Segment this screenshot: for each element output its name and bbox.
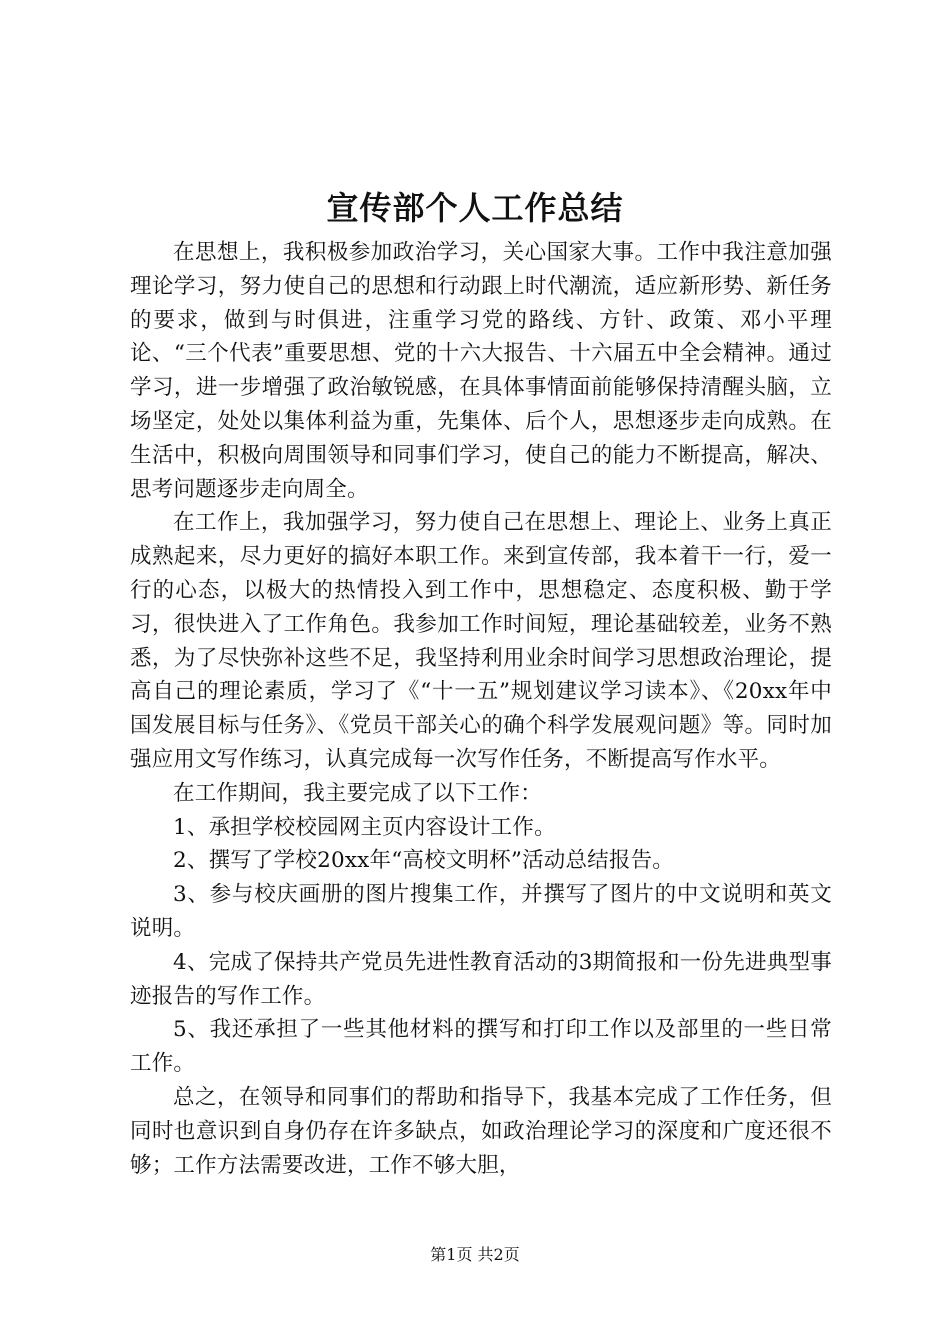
- page-footer: 第1页 共2页: [430, 1245, 520, 1264]
- list-item-2: 2、撰写了学校20xx年“高校文明杯”活动总结报告。: [173, 848, 674, 874]
- list-item-3: 3、参与校庆画册的图片搜集工作，并撰写了图片的中文说明和英文说明。: [130, 882, 832, 941]
- paragraph-summary: 总之，在领导和同事们的帮助和指导下，我基本完成了工作任务，但同时也意识到自身仍存在许多缺点，如政治理论学习的深度和广度还很不够；工作方法需要改进，工作不够大胆，: [130, 1084, 832, 1178]
- document-title: 宣传部个人工作总结: [326, 189, 624, 227]
- list-item-5: 5、我还承担了一些其他材料的撰写和打印工作以及部里的一些日常工作。: [130, 1017, 832, 1077]
- paragraph-work-intro: 在工作期间，我主要完成了以下工作：: [173, 780, 542, 806]
- paragraph-work: 在工作上，我加强学习，努力使自己在思想上、理论上、业务上真正成熟起来，尽力更好的搞好本职工作。来到宣传部，我本着干一行，爱一行的心态，以极大的热情投入到工作中，思想稳定、态度积极、勤于学习，很快进入了工作角色。我参加工作时间短，理论基础较差，业务不熟悉，为了尽快弥补这些不足，我坚持利用业余时间学习思想政治理论，提高自己的理论素质，学习了《“十一五”规划建议学习读本》、《20xx年中国发展目标与任务》、《党员干部关心的确个科学发展观问题》等。同时加强应用文写作练习，认真完成每一次写作任务，不断提高写作水平。: [130, 510, 832, 772]
- list-item-4: 4、完成了保持共产党员先进性教育活动的3期简报和一份先进典型事迹报告的写作工作。: [130, 949, 832, 1009]
- list-item-1: 1、承担学校校园网主页内容设计工作。: [173, 814, 556, 840]
- document-body: [130, 236, 832, 1182]
- paragraph-thought: 在思想上，我积极参加政治学习，关心国家大事。工作中我注意加强理论学习，努力使自己的思想和行动跟上时代潮流，适应新形势、新任务的要求，做到与时俱进，注重学习党的路线、方针、政策、邓小平理论、“三个代表”重要思想、党的十六大报告、十六届五中全会精神。通过学习，进一步增强了政治敏锐感，在具体事情面前能够保持清醒头脑，立场坚定，处处以集体利益为重，先集体、后个人，思想逐步走向成熟。在生活中，积极向周围领导和同事们学习，使自己的能力不断提高，解决、思考问题逐步走向周全。: [130, 240, 832, 502]
